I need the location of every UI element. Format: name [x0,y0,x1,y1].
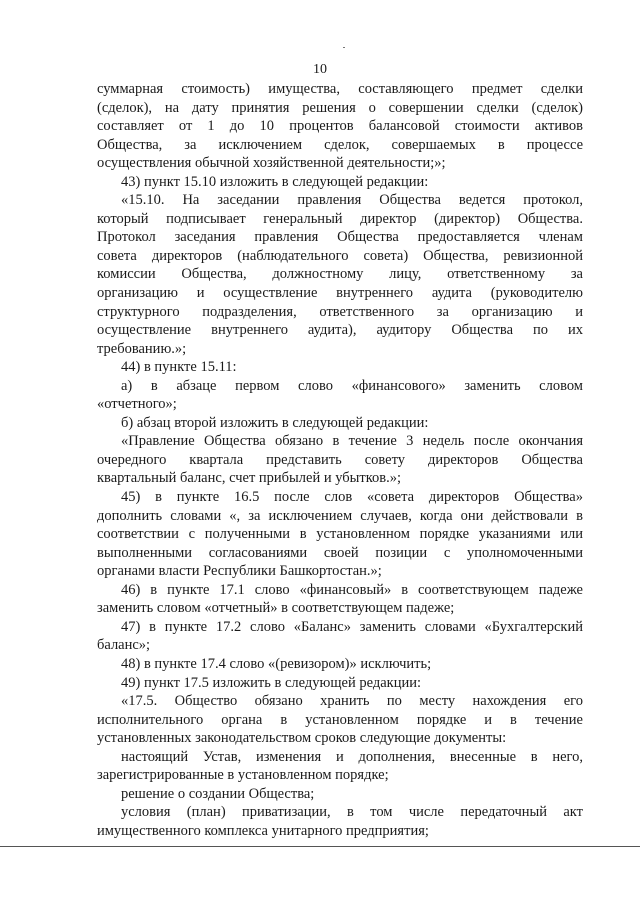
text-line: «17.5. Общество обязано хранить по месту нахождения его [121,693,583,710]
text-line: соответствии с полученными в установленном порядке указаниями или [97,526,583,543]
text-line: 47) в пункте 17.2 слово «Баланс» заменить словами «Бухгалтерский [121,618,583,635]
text-line: структурного подразделения, ответственного за организацию и [97,303,583,320]
text-line: суммарная стоимость) имущества, составляющего предмет сделки [97,81,583,97]
text-line: осуществления обычной хозяйственной деятельности;»; [97,155,446,172]
text-line: исполнительного органа в установленном порядке и в течение [97,711,583,728]
text-line: составляет от 1 до 10 процентов балансовой стоимости активов [97,118,583,135]
text-line: 48) в пункте 17.4 слово «(ревизором)» исключить; [121,655,432,672]
text-line: 43) пункт 15.10 изложить в следующей редакции: [121,173,429,190]
text-line: (сделок), на дату принятия решения о совершении сделки (сделок) [97,99,583,116]
text-line: очередного квартала представить совету директоров Общества [97,451,583,468]
page-number: 10 [313,62,327,77]
text-line: комиссии Общества, должностному лицу, ответственному за [97,266,583,283]
text-line: «отчетного»; [97,396,177,413]
text-line: а) в абзаце первом слово «финансового» заменить словом [121,377,583,394]
text-line: «15.10. На заседании правления Общества ведется протокол, [121,192,583,209]
text-line: органами власти Республики Башкортостан.»; [97,563,382,580]
text-line: совета директоров (наблюдательного совета) Общества, ревизионной [97,247,583,264]
text-line: требованию.»; [97,340,187,357]
text-line: осуществление внутреннего аудита), аудитору Общества по их [97,322,583,339]
text-line: зарегистрированные в установленном порядке; [97,767,389,784]
text-line: установленных законодательством сроков следующие документы: [97,730,507,747]
text-line: б) абзац второй изложить в следующей редакции: [121,414,429,431]
text-line: организацию и осуществление внутреннего аудита (руководителю [97,285,583,302]
text-line: 44) в пункте 15.11: [121,359,237,376]
text-line: выполненными согласованиями своей позиции с уполномоченными [97,544,583,561]
scan-speck [343,47,345,48]
text-line: настоящий Устав, изменения и дополнения, внесенные в него, [121,748,583,765]
text-line: заменить словом «отчетный» в соответствующем падеже; [97,600,455,617]
text-line: 49) пункт 17.5 изложить в следующей редакции: [121,674,421,691]
text-line: решение о создании Общества; [121,785,315,802]
text-line: Протокол заседания правления Общества предоставляется членам [97,229,583,246]
footer-divider [0,846,640,847]
text-line: Общества, за исключением сделок, совершаемых в процессе [97,136,583,153]
text-line: условия (план) приватизации, в том числе передаточный акт [121,804,583,821]
text-line: 46) в пункте 17.1 слово «финансовый» в соответствующем падеже [121,581,583,598]
document-body [97,80,583,840]
text-line: дополнить словами «, за исключением случаев, когда они действовали в [97,507,583,524]
text-line: баланс»; [97,637,151,654]
text-line: имущественного комплекса унитарного предприятия; [97,822,429,839]
text-line: 45) в пункте 16.5 после слов «совета директоров Общества» [121,489,583,506]
text-line: квартальный баланс, счет прибылей и убытков.»; [97,470,402,487]
text-line: который подписывает генеральный директор (директор) Общества. [97,210,583,227]
text-line: «Правление Общества обязано в течение 3 недель после окончания [121,433,583,450]
